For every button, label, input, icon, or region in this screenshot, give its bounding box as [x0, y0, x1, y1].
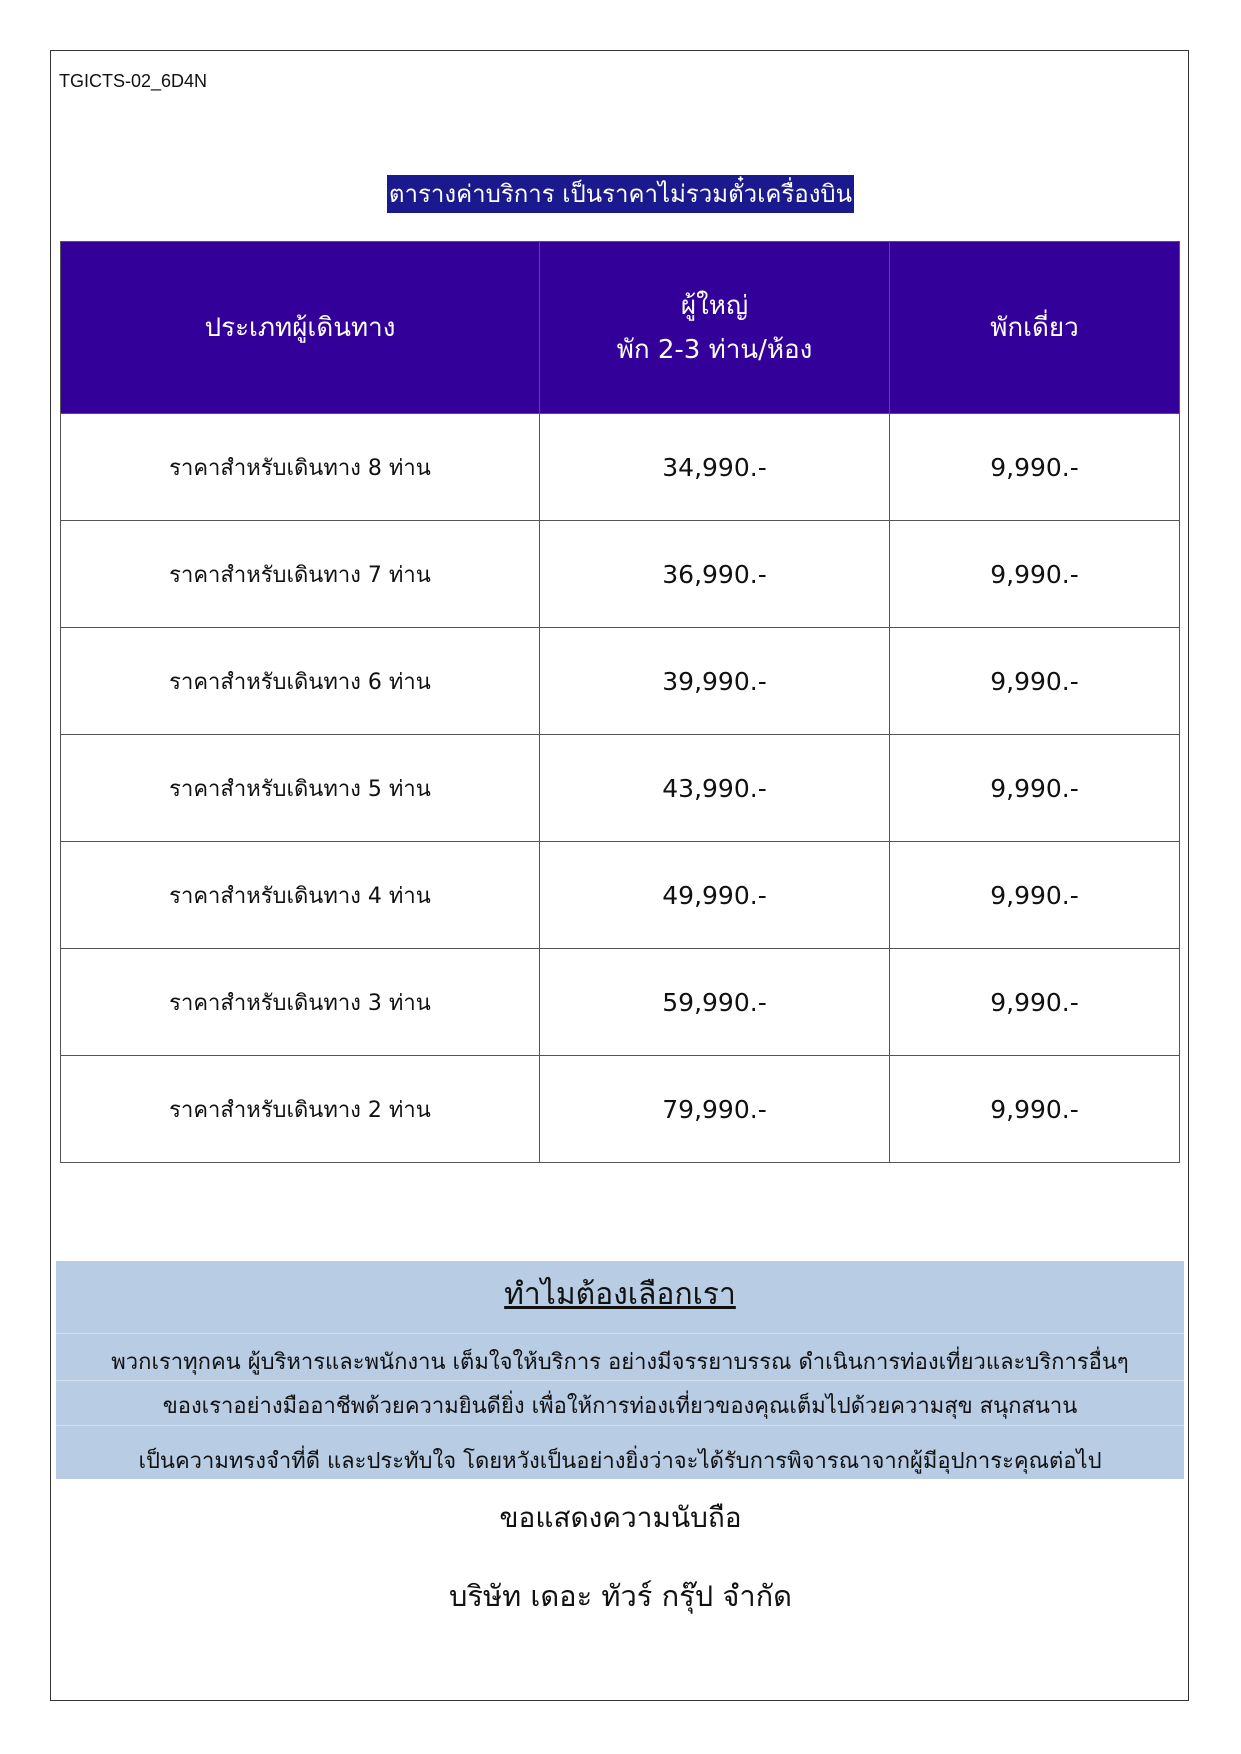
- document-code: TGICTS-02_6D4N: [59, 71, 208, 91]
- table-row: [61, 735, 1180, 842]
- single-price-cell: 9,990.-: [890, 842, 1180, 949]
- table-row: [61, 1056, 1180, 1163]
- section-divider: [56, 1425, 1184, 1426]
- adult-price-cell: 36,990.-: [540, 521, 890, 628]
- closing-regards: ขอแสดงความนับถือ: [499, 1501, 742, 1534]
- section-divider: [56, 1380, 1184, 1381]
- single-price-cell: 9,990.-: [890, 735, 1180, 842]
- adult-price-cell: 79,990.-: [540, 1056, 890, 1163]
- adult-price-cell: 39,990.-: [540, 628, 890, 735]
- traveler-type-cell: ราคาสำหรับเดินทาง 4 ท่าน: [61, 842, 540, 949]
- traveler-type-cell: ราคาสำหรับเดินทาง 7 ท่าน: [61, 521, 540, 628]
- section-divider: [56, 1333, 1184, 1334]
- why-choose-us-section: [56, 1261, 1184, 1479]
- header-adult-label: ผู้ใหญ่: [680, 290, 749, 321]
- single-price-cell: 9,990.-: [890, 949, 1180, 1056]
- price-table: [60, 241, 1180, 1163]
- table-row: [61, 949, 1180, 1056]
- table-header-row: [61, 242, 1180, 414]
- why-choose-us-line: พวกเราทุกคน ผู้บริหารและพนักงาน เต็มใจให้บริการ อย่างมีจรรยาบรรณ ดำเนินการท่องเที่ยวและบริการอื่นๆ: [111, 1350, 1129, 1375]
- traveler-type-cell: ราคาสำหรับเดินทาง 3 ท่าน: [61, 949, 540, 1056]
- header-adult: [540, 242, 890, 414]
- adult-price-cell: 49,990.-: [540, 842, 890, 949]
- adult-price-cell: 43,990.-: [540, 735, 890, 842]
- traveler-type-cell: ราคาสำหรับเดินทาง 2 ท่าน: [61, 1056, 540, 1163]
- header-traveler-type: ประเภทผู้เดินทาง: [61, 242, 540, 414]
- single-price-cell: 9,990.-: [890, 1056, 1180, 1163]
- company-name: บริษัท เดอะ ทัวร์ กรุ๊ป จำกัด: [448, 1579, 792, 1613]
- traveler-type-cell: ราคาสำหรับเดินทาง 5 ท่าน: [61, 735, 540, 842]
- single-price-cell: 9,990.-: [890, 414, 1180, 521]
- adult-price-cell: 34,990.-: [540, 414, 890, 521]
- why-choose-us-line: ของเราอย่างมืออาชีพด้วยความยินดียิ่ง เพื่อให้การท่องเที่ยวของคุณเต็มไปด้วยความสุข สนุกสนาน: [162, 1394, 1078, 1419]
- table-row: [61, 414, 1180, 521]
- header-single-room: พักเดี่ยว: [890, 242, 1180, 414]
- single-price-cell: 9,990.-: [890, 628, 1180, 735]
- title-wrapper: [0, 175, 1241, 213]
- table-row: [61, 521, 1180, 628]
- why-choose-us-line: เป็นความทรงจำที่ดี และประทับใจ โดยหวังเป็นอย่างยิ่งว่าจะได้รับการพิจารณาจากผู้มีอุปการะคุณต่อไป: [138, 1449, 1102, 1474]
- table-row: [61, 842, 1180, 949]
- adult-price-cell: 59,990.-: [540, 949, 890, 1056]
- why-choose-us-title: ทำไมต้องเลือกเรา: [504, 1277, 736, 1312]
- table-row: [61, 628, 1180, 735]
- traveler-type-cell: ราคาสำหรับเดินทาง 6 ท่าน: [61, 628, 540, 735]
- page-title: ตารางค่าบริการ เป็นราคาไม่รวมตั๋วเครื่องบิน: [387, 175, 854, 213]
- header-adult-sublabel: พัก 2-3 ท่าน/ห้อง: [616, 334, 813, 365]
- single-price-cell: 9,990.-: [890, 521, 1180, 628]
- traveler-type-cell: ราคาสำหรับเดินทาง 8 ท่าน: [61, 414, 540, 521]
